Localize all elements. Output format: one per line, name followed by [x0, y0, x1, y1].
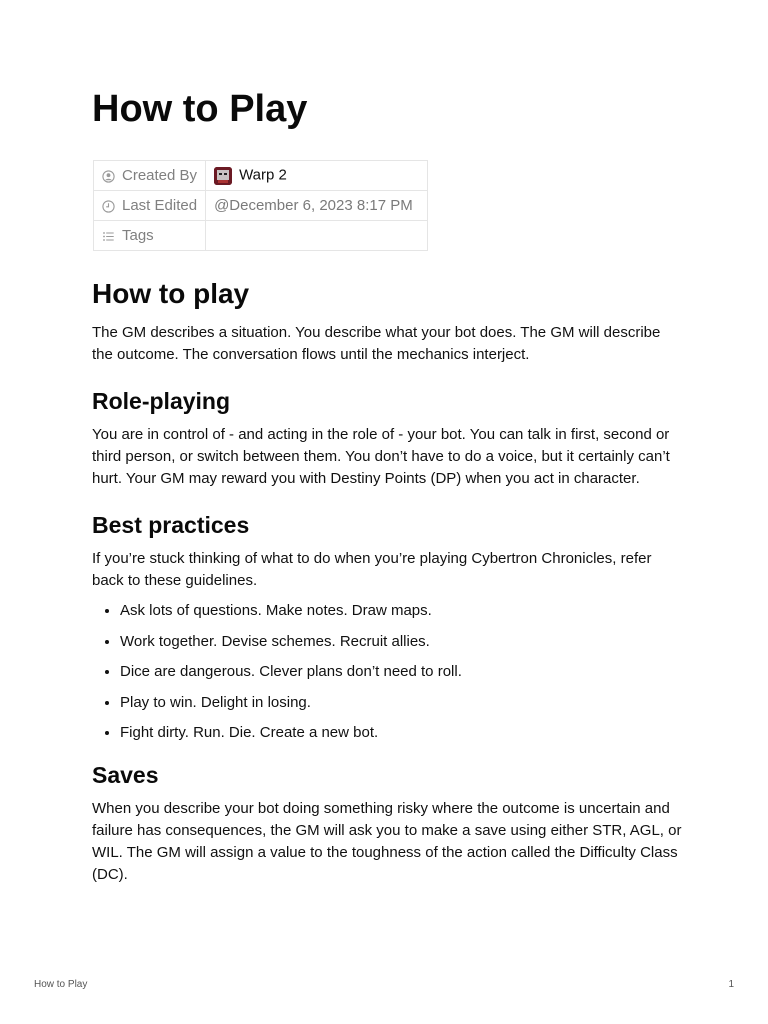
properties-table	[93, 160, 428, 251]
page-content	[92, 276, 682, 900]
section-heading-how-to-play: How to play	[92, 278, 250, 309]
property-label: Last Edited	[122, 197, 198, 214]
list-item: • Play to win. Delight in losing.	[120, 692, 682, 714]
property-key-cell	[94, 191, 206, 221]
property-row-tags	[94, 221, 428, 251]
list-icon	[102, 230, 116, 243]
section-heading-saves: Saves	[92, 762, 159, 789]
property-row-created-by	[94, 161, 428, 191]
property-key-cell	[94, 221, 206, 251]
paragraph: If you’re stuck thinking of what to do when you’re playing Cybertron Chronicles, refer back to these guidelines.	[92, 550, 652, 589]
list-item: • Fight dirty. Run. Die. Create a new bot.	[120, 722, 682, 744]
avatar[interactable]	[214, 167, 232, 185]
property-label: Tags	[122, 227, 154, 244]
paragraph: The GM describes a situation. You describe what your bot does. The GM will describe the outcome. The conversation flows until the mechanics interject.	[92, 324, 661, 363]
property-value-cell	[206, 161, 428, 191]
paragraph: You are in control of - and acting in the role of - your bot. You can talk in first, second or third person, or switch between them. You don’t have to do a voice, but it certainly can’t hurt. Your GM may reward you with Destiny Points (DP) when you act in character.	[92, 426, 670, 487]
footer-title: How to Play	[34, 979, 88, 990]
clock-icon	[102, 200, 116, 213]
paragraph: When you describe your bot doing something risky where the outcome is uncertain and failure has consequences, the GM will ask you to make a save using either STR, AGL, or WIL. The GM will assign a value to the toughness of the action called the Difficulty Class (DC).	[92, 800, 682, 884]
section-heading-best-practices: Best practices	[92, 512, 250, 538]
list-item: • Dice are dangerous. Clever plans don’t need to roll.	[120, 661, 682, 683]
list-item: • Work together. Devise schemes. Recruit allies.	[120, 631, 682, 653]
creator-name[interactable]: Warp 2	[239, 167, 287, 185]
guidelines-list	[92, 600, 682, 744]
section-heading-role-playing: Role-playing	[92, 388, 231, 414]
property-label: Created By	[122, 167, 198, 184]
property-row-last-edited	[94, 191, 428, 221]
page-number: 1	[728, 979, 734, 990]
page-title: How to Play	[92, 88, 308, 130]
person-icon	[102, 170, 116, 183]
last-edited-value: @December 6, 2023 8:17 PM	[206, 191, 428, 221]
property-key-cell	[94, 161, 206, 191]
tags-value[interactable]	[206, 221, 428, 251]
list-item: • Ask lots of questions. Make notes. Draw maps.	[120, 600, 682, 622]
